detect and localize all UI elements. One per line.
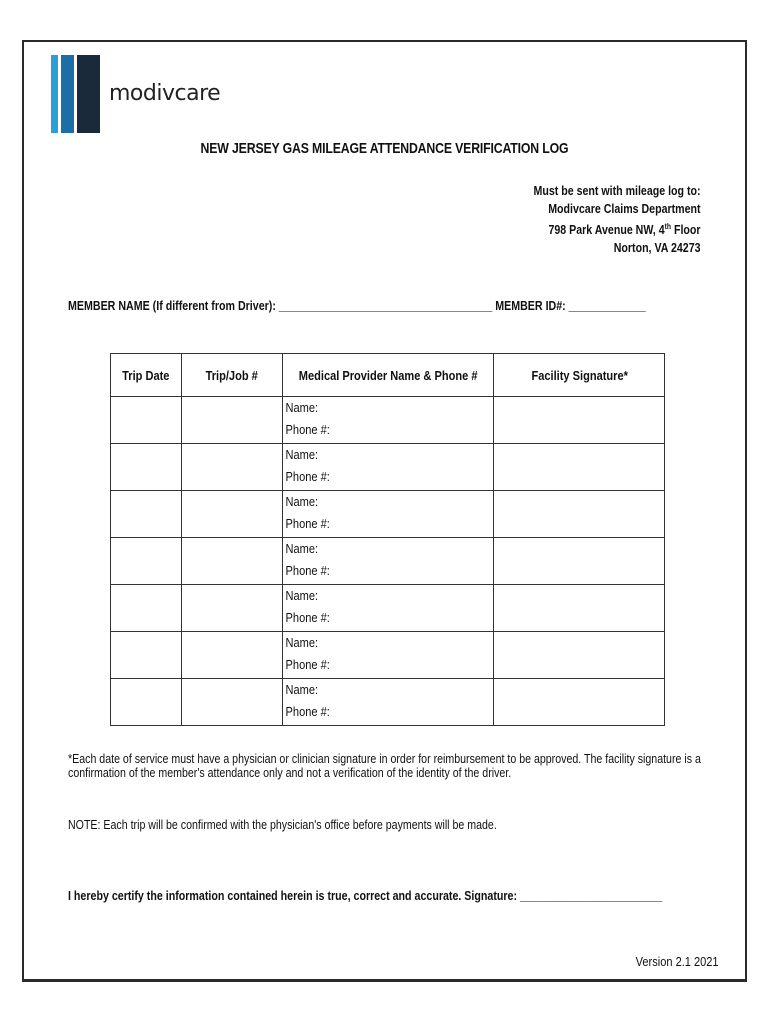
logo-bar-dark [77,55,100,133]
address-line-2: Modivcare Claims Department [548,202,701,216]
facility-signature-cell[interactable] [494,632,665,679]
facility-signature-cell[interactable] [494,538,665,585]
table-row [111,632,665,679]
trip-date-cell[interactable] [111,538,182,585]
provider-fields [283,538,462,582]
provider-name-label: Name: [285,400,319,415]
provider-phone-label: Phone #: [285,469,330,484]
form-page [22,40,747,982]
provider-name-label: Name: [285,682,319,697]
provider-phone-label: Phone #: [285,657,330,672]
header-trip-date: Trip Date [111,354,182,397]
trip-job-cell[interactable] [182,397,283,444]
trip-date-cell[interactable] [111,585,182,632]
mailing-address [534,182,701,257]
provider-fields [283,679,462,723]
address-line-4: Norton, VA 24273 [614,241,701,256]
table-row [111,538,665,585]
table-row [111,491,665,538]
header-facility-signature: Facility Signature* [494,354,665,397]
trip-job-cell[interactable] [182,632,283,679]
confirmation-note: NOTE: Each trip will be confirmed with the physician's office before payments will be made. [68,818,497,832]
provider-phone-label: Phone #: [285,422,330,437]
provider-cell[interactable] [283,585,494,632]
logo-wordmark: modivcare [109,81,221,106]
provider-phone-label: Phone #: [285,516,330,531]
facility-signature-cell[interactable] [494,491,665,538]
table-row [111,679,665,726]
trip-job-cell[interactable] [182,538,283,585]
provider-fields [283,444,462,488]
table-header-row [111,354,665,397]
trip-date-cell[interactable] [111,444,182,491]
provider-name-label: Name: [285,635,319,650]
table-row [111,444,665,491]
trip-date-cell[interactable] [111,491,182,538]
trip-date-cell[interactable] [111,679,182,726]
trip-job-cell[interactable] [182,585,283,632]
table-row [111,585,665,632]
trip-job-cell[interactable] [182,444,283,491]
provider-name-label: Name: [285,541,319,556]
facility-signature-cell[interactable] [494,679,665,726]
provider-name-label: Name: [285,494,319,509]
provider-cell[interactable] [283,538,494,585]
footnote-line-1: *Each date of service must have a physician or clinician signature in order for reimbursement to be approved. The facility signature is a [68,752,701,766]
facility-signature-cell[interactable] [494,585,665,632]
header-medical-provider: Medical Provider Name & Phone # [283,354,494,397]
provider-phone-label: Phone #: [285,610,330,625]
provider-fields [283,491,462,535]
address-line-3: 798 Park Avenue NW, 4th Floor [548,222,701,238]
provider-phone-label: Phone #: [285,704,330,719]
modivcare-logo [51,55,221,135]
address-line-1: Must be sent with mileage log to: [533,184,701,198]
facility-signature-cell[interactable] [494,444,665,491]
provider-cell[interactable] [283,491,494,538]
form-title: NEW JERSEY GAS MILEAGE ATTENDANCE VERIFICATION LOG [200,140,569,157]
version-label: Version 2.1 2021 [636,954,719,969]
header-trip-job: Trip/Job # [182,354,283,397]
trip-date-cell[interactable] [111,397,182,444]
logo-bar-mid [61,55,74,133]
member-info-line[interactable]: MEMBER NAME (If different from Driver): ____________________________________ MEMBER ID#: _____________ [68,298,646,313]
provider-cell[interactable] [283,632,494,679]
provider-name-label: Name: [285,447,319,462]
trip-job-cell[interactable] [182,491,283,538]
provider-cell[interactable] [283,679,494,726]
provider-cell[interactable] [283,397,494,444]
trip-log-table [110,353,665,726]
provider-fields [283,632,462,676]
footnote [68,752,701,780]
certification-signature-line[interactable]: I hereby certify the information contained herein is true, correct and accurate. Signature: ________________________ [68,888,663,903]
footnote-line-2: confirmation of the member's attendance only and not a verification of the identity of the driver. [68,766,512,780]
trip-date-cell[interactable] [111,632,182,679]
provider-phone-label: Phone #: [285,563,330,578]
provider-fields [283,585,462,629]
trip-job-cell[interactable] [182,679,283,726]
provider-name-label: Name: [285,588,319,603]
provider-cell[interactable] [283,444,494,491]
table-row [111,397,665,444]
facility-signature-cell[interactable] [494,397,665,444]
provider-fields [283,397,462,441]
logo-bar-light [51,55,58,133]
